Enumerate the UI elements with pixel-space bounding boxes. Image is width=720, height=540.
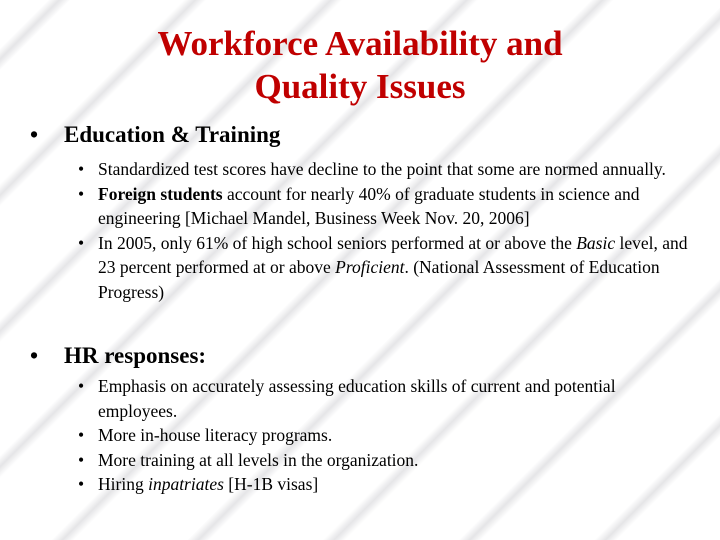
list-item: • More in-house literacy programs.	[78, 423, 698, 448]
slide-title	[0, 22, 720, 108]
list-item: • Foreign students account for nearly 40% of graduate students in science and engineering [Michael Mandel, Business Week Nov. 20, 2006]	[78, 182, 698, 231]
list-item: • Emphasis on accurately assessing education skills of current and potential employees.	[78, 374, 698, 423]
hr-bullet-list	[78, 374, 698, 497]
list-item: • In 2005, only 61% of high school seniors performed at or above the Basic level, and 23 percent performed at or above Proficient. (National Assessment of Education Progress)	[78, 231, 698, 305]
title-line-1: Workforce Availability and	[157, 24, 563, 63]
list-item: • More training at all levels in the organization.	[78, 448, 698, 473]
education-bullet-list	[78, 157, 698, 304]
title-line-2: Quality Issues	[254, 67, 466, 106]
list-item: • Standardized test scores have decline to the point that some are normed annually.	[78, 157, 698, 182]
section-heading-education: • Education & Training	[30, 122, 281, 147]
list-item: • Hiring inpatriates [H-1B visas]	[78, 472, 698, 497]
bullet-icon: •	[30, 343, 39, 368]
bullet-icon: •	[30, 122, 39, 147]
section-heading-hr-responses: • HR responses:	[30, 343, 207, 368]
